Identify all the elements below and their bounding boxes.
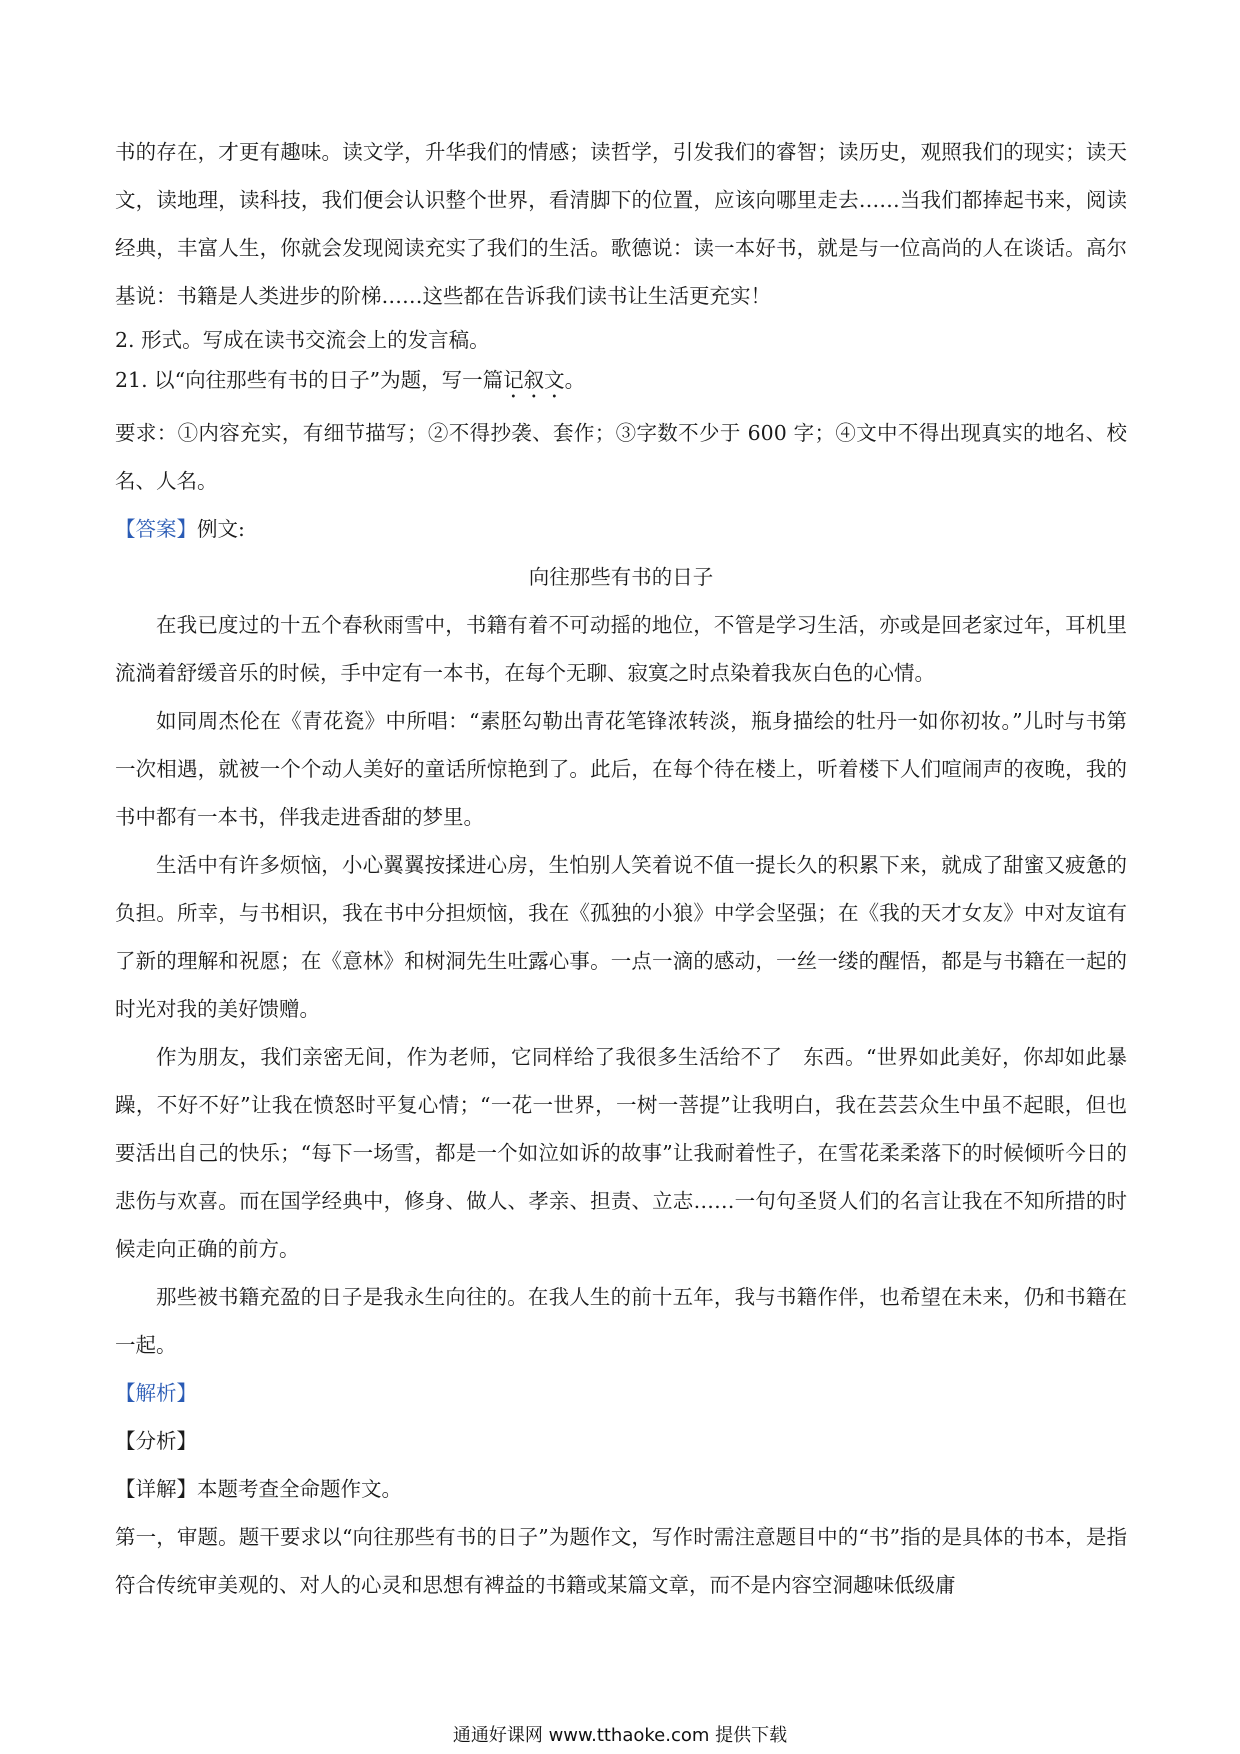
essay-paragraph: 生活中有许多烦恼，小心翼翼按揉进心房，生怕别人笑着说不值一提长久的积累下来，就成了甜蜜又疲惫的负担。所幸，与书相识，我在书中分担烦恼，我在《孤独的小狼》中学会坚强；在《我的天才女友》中对友谊有了新的理解和祝愿；在《意林》和树洞先生吐露心事。一点一滴的感动，一丝一缕的醒悟，都是与书籍在一起的时光对我的美好馈赠。 (115, 853, 1127, 1021)
page-footer: 通通好课网 www.tthaoke.com 提供下载 (452, 1725, 788, 1746)
intro-paragraph: 书的存在，才更有趣味。读文学，升华我们的情感；读哲学，引发我们的睿智；读历史，观照我们的现实；读天文，读地理，读科技，我们便会认识整个世界，看清脚下的位置，应该向哪里走去……当我们都捧起书来，阅读经典，丰富人生，你就会发现阅读充实了我们的生活。歌德说：读一本好书，就是与一位高尚的人在谈话。高尔基说：书籍是人类进步的阶梯……这些都在告诉我们读书让生活更充实！ (115, 140, 1127, 308)
fenxi-heading: 【分析】 (115, 1429, 197, 1453)
review-paragraph: 第一，审题。题干要求以“向往那些有书的日子”为题作文，写作时需注意题目中的“书”指的是具体的书本，是指符合传统审美观的、对人的心灵和思想有裨益的书籍或某篇文章，而不是内容空洞趣味低级庸 (115, 1525, 1127, 1597)
page-content (115, 128, 1127, 1609)
detail-line (115, 1465, 1127, 1513)
answer-label: 例文: (197, 517, 245, 541)
question-21 (115, 360, 1127, 403)
essay-paragraph: 在我已度过的十五个春秋雨雪中，书籍有着不可动摇的地位，不管是学习生活，亦或是回老家过年，耳机里流淌着舒缓音乐的时候，手中定有一本书，在每个无聊、寂寞之时点染着我灰白色的心情。 (115, 613, 1127, 685)
detail-tag: 【详解】 (115, 1477, 197, 1501)
question-suffix: 。 (564, 368, 586, 392)
requirements: 要求：①内容充实，有细节描写；②不得抄袭、套作；③字数不少于 600 字；④文中不得出现真实的地名、校名、人名。 (115, 421, 1127, 493)
detail-text: 本题考查全命题作文。 (197, 1477, 402, 1501)
essay-paragraph: 作为朋友，我们亲密无间，作为老师，它同样给了我很多生活给不了 东西。“世界如此美好，你却如此暴躁，不好不好”让我在愤怒时平复心情；“一花一世界，一树一菩提”让我明白，我在芸芸众生中虽不起眼，但也要活出自己的快乐；“每下一场雪，都是一个如泣如诉的故事”让我耐着性子，在雪花柔柔落下的时候倾听今日的悲伤与欢喜。而在国学经典中，修身、做人、孝亲、担责、立志……一句句圣贤人们的名言让我在不知所措的时候走向正确的前方。 (115, 1045, 1127, 1261)
answer-tag: 【答案】 (115, 517, 197, 541)
essay-paragraph: 如同周杰伦在《青花瓷》中所唱：“素胚勾勒出青花笔锋浓转淡，瓶身描绘的牡丹一如你初妆。”儿时与书第一次相遇，就被一个个动人美好的童话所惊艳到了。此后，在每个待在楼上，听着楼下人们喧闹声的夜晚，我的书中都有一本书，伴我走进香甜的梦里。 (115, 709, 1127, 829)
form-line: 2. 形式。写成在读书交流会上的发言稿。 (115, 328, 490, 352)
analysis-tag: 【解析】 (115, 1381, 197, 1405)
analysis-heading (115, 1369, 1127, 1417)
question-emphasis: 记叙文 (503, 368, 565, 392)
question-prefix: 21. 以“向往那些有书的日子”为题，写一篇 (115, 368, 504, 392)
essay-paragraph: 那些被书籍充盈的日子是我永生向往的。在我人生的前十五年，我与书籍作伴，也希望在未来，仍和书籍在一起。 (115, 1285, 1127, 1357)
essay-title: 向往那些有书的日子 (528, 565, 714, 589)
answer-line (115, 505, 1127, 553)
